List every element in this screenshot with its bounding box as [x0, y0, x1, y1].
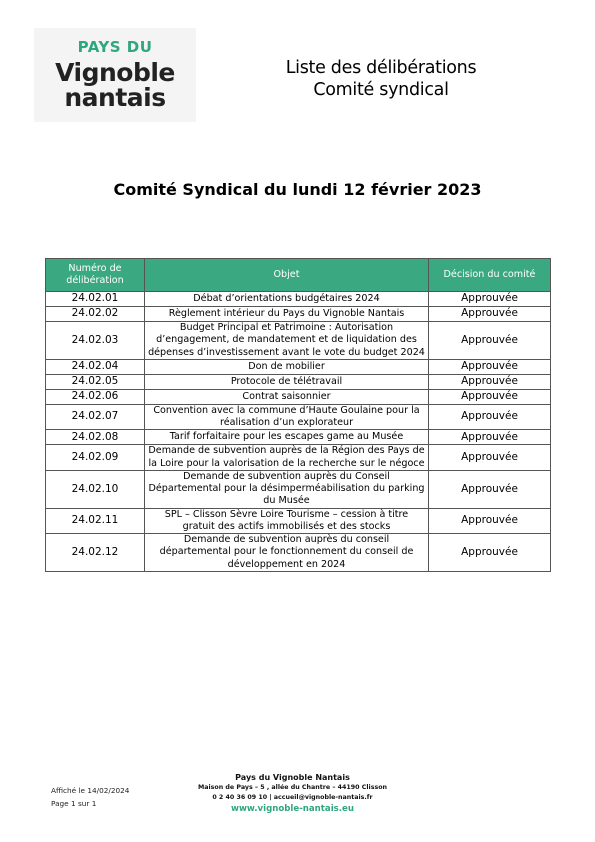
deliberations-table — [45, 258, 551, 572]
cell-decision: Approuvée — [429, 307, 551, 322]
cell-decision: Approuvée — [429, 470, 551, 508]
cell-numero: 24.02.05 — [46, 374, 145, 389]
logo-nantais: nantais — [64, 83, 166, 112]
cell-decision: Approuvée — [429, 534, 551, 572]
cell-numero: 24.02.04 — [46, 359, 145, 374]
header-numero: Numéro de délibération — [46, 259, 145, 292]
table-row — [46, 359, 551, 374]
meeting-title: Comité Syndical du lundi 12 février 2023 — [113, 180, 482, 199]
header-decision: Décision du comité — [429, 259, 551, 292]
footer-contact — [190, 772, 395, 815]
page-number: Page 1 sur 1 — [51, 799, 97, 808]
cell-decision: Approuvée — [429, 389, 551, 404]
cell-objet: Protocole de télétravail — [145, 374, 429, 389]
table-row — [46, 508, 551, 534]
cell-decision: Approuvée — [429, 292, 551, 307]
cell-objet: Demande de subvention auprès de la Région des Pays de la Loire pour la valorisation de la recherche sur le négoce — [145, 445, 429, 471]
footer-website-link[interactable]: www.vignoble-nantais.eu — [231, 804, 354, 814]
cell-objet: Débat d’orientations budgétaires 2024 — [145, 292, 429, 307]
cell-numero: 24.02.07 — [46, 404, 145, 430]
cell-decision: Approuvée — [429, 508, 551, 534]
footer-phone-email: 0 2 40 36 09 10 | accueil@vignoble-nantais.fr — [212, 794, 373, 801]
footer-left — [51, 784, 129, 810]
posted-date: Affiché le 14/02/2024 — [51, 786, 130, 795]
header-objet: Objet — [145, 259, 429, 292]
document-title-line2: Comité syndical — [313, 80, 449, 100]
cell-objet: Règlement intérieur du Pays du Vignoble Nantais — [145, 307, 429, 322]
cell-numero: 24.02.11 — [46, 508, 145, 534]
cell-objet: SPL – Clisson Sèvre Loire Tourisme – cession à titre gratuit des actifs immobilisés et des stocks — [145, 508, 429, 534]
table-row — [46, 322, 551, 360]
table-row — [46, 307, 551, 322]
cell-decision: Approuvée — [429, 445, 551, 471]
table-row — [46, 404, 551, 430]
cell-decision: Approuvée — [429, 359, 551, 374]
table-row — [46, 430, 551, 445]
cell-objet: Budget Principal et Patrimoine : Autorisation d’engagement, de mandatement et de liquidation des dépenses d’investissement avant le vote du budget 2024 — [145, 322, 429, 360]
table-row — [46, 374, 551, 389]
footer-org-name: Pays du Vignoble Nantais — [235, 773, 350, 782]
cell-objet: Tarif forfaitaire pour les escapes game au Musée — [145, 430, 429, 445]
cell-decision: Approuvée — [429, 404, 551, 430]
cell-numero: 24.02.10 — [46, 470, 145, 508]
cell-objet: Demande de subvention auprès du conseil départemental pour le fonctionnement du conseil de développement en 2024 — [145, 534, 429, 572]
cell-objet: Contrat saisonnier — [145, 389, 429, 404]
cell-numero: 24.02.03 — [46, 322, 145, 360]
cell-objet: Don de mobilier — [145, 359, 429, 374]
cell-objet: Convention avec la commune d’Haute Goulaine pour la réalisation d’un explorateur — [145, 404, 429, 430]
logo — [34, 28, 196, 122]
table-row — [46, 534, 551, 572]
table-row — [46, 389, 551, 404]
table-row — [46, 292, 551, 307]
document-title-line1: Liste des délibérations — [285, 58, 477, 78]
table-row — [46, 470, 551, 508]
cell-numero: 24.02.08 — [46, 430, 145, 445]
cell-decision: Approuvée — [429, 430, 551, 445]
logo-pays-du: PAYS DU — [77, 38, 153, 56]
table-header-row — [46, 259, 551, 292]
cell-numero: 24.02.06 — [46, 389, 145, 404]
cell-numero: 24.02.01 — [46, 292, 145, 307]
logo-vignoble: Vignoble — [55, 58, 175, 87]
footer-address: Maison de Pays – 5 , allée du Chantre – 44190 Clisson — [197, 784, 388, 791]
cell-numero: 24.02.02 — [46, 307, 145, 322]
cell-objet: Demande de subvention auprès du Conseil Départemental pour la désimperméabilisation du parking du Musée — [145, 470, 429, 508]
table-row — [46, 445, 551, 471]
cell-decision: Approuvée — [429, 374, 551, 389]
cell-numero: 24.02.12 — [46, 534, 145, 572]
cell-decision: Approuvée — [429, 322, 551, 360]
cell-numero: 24.02.09 — [46, 445, 145, 471]
